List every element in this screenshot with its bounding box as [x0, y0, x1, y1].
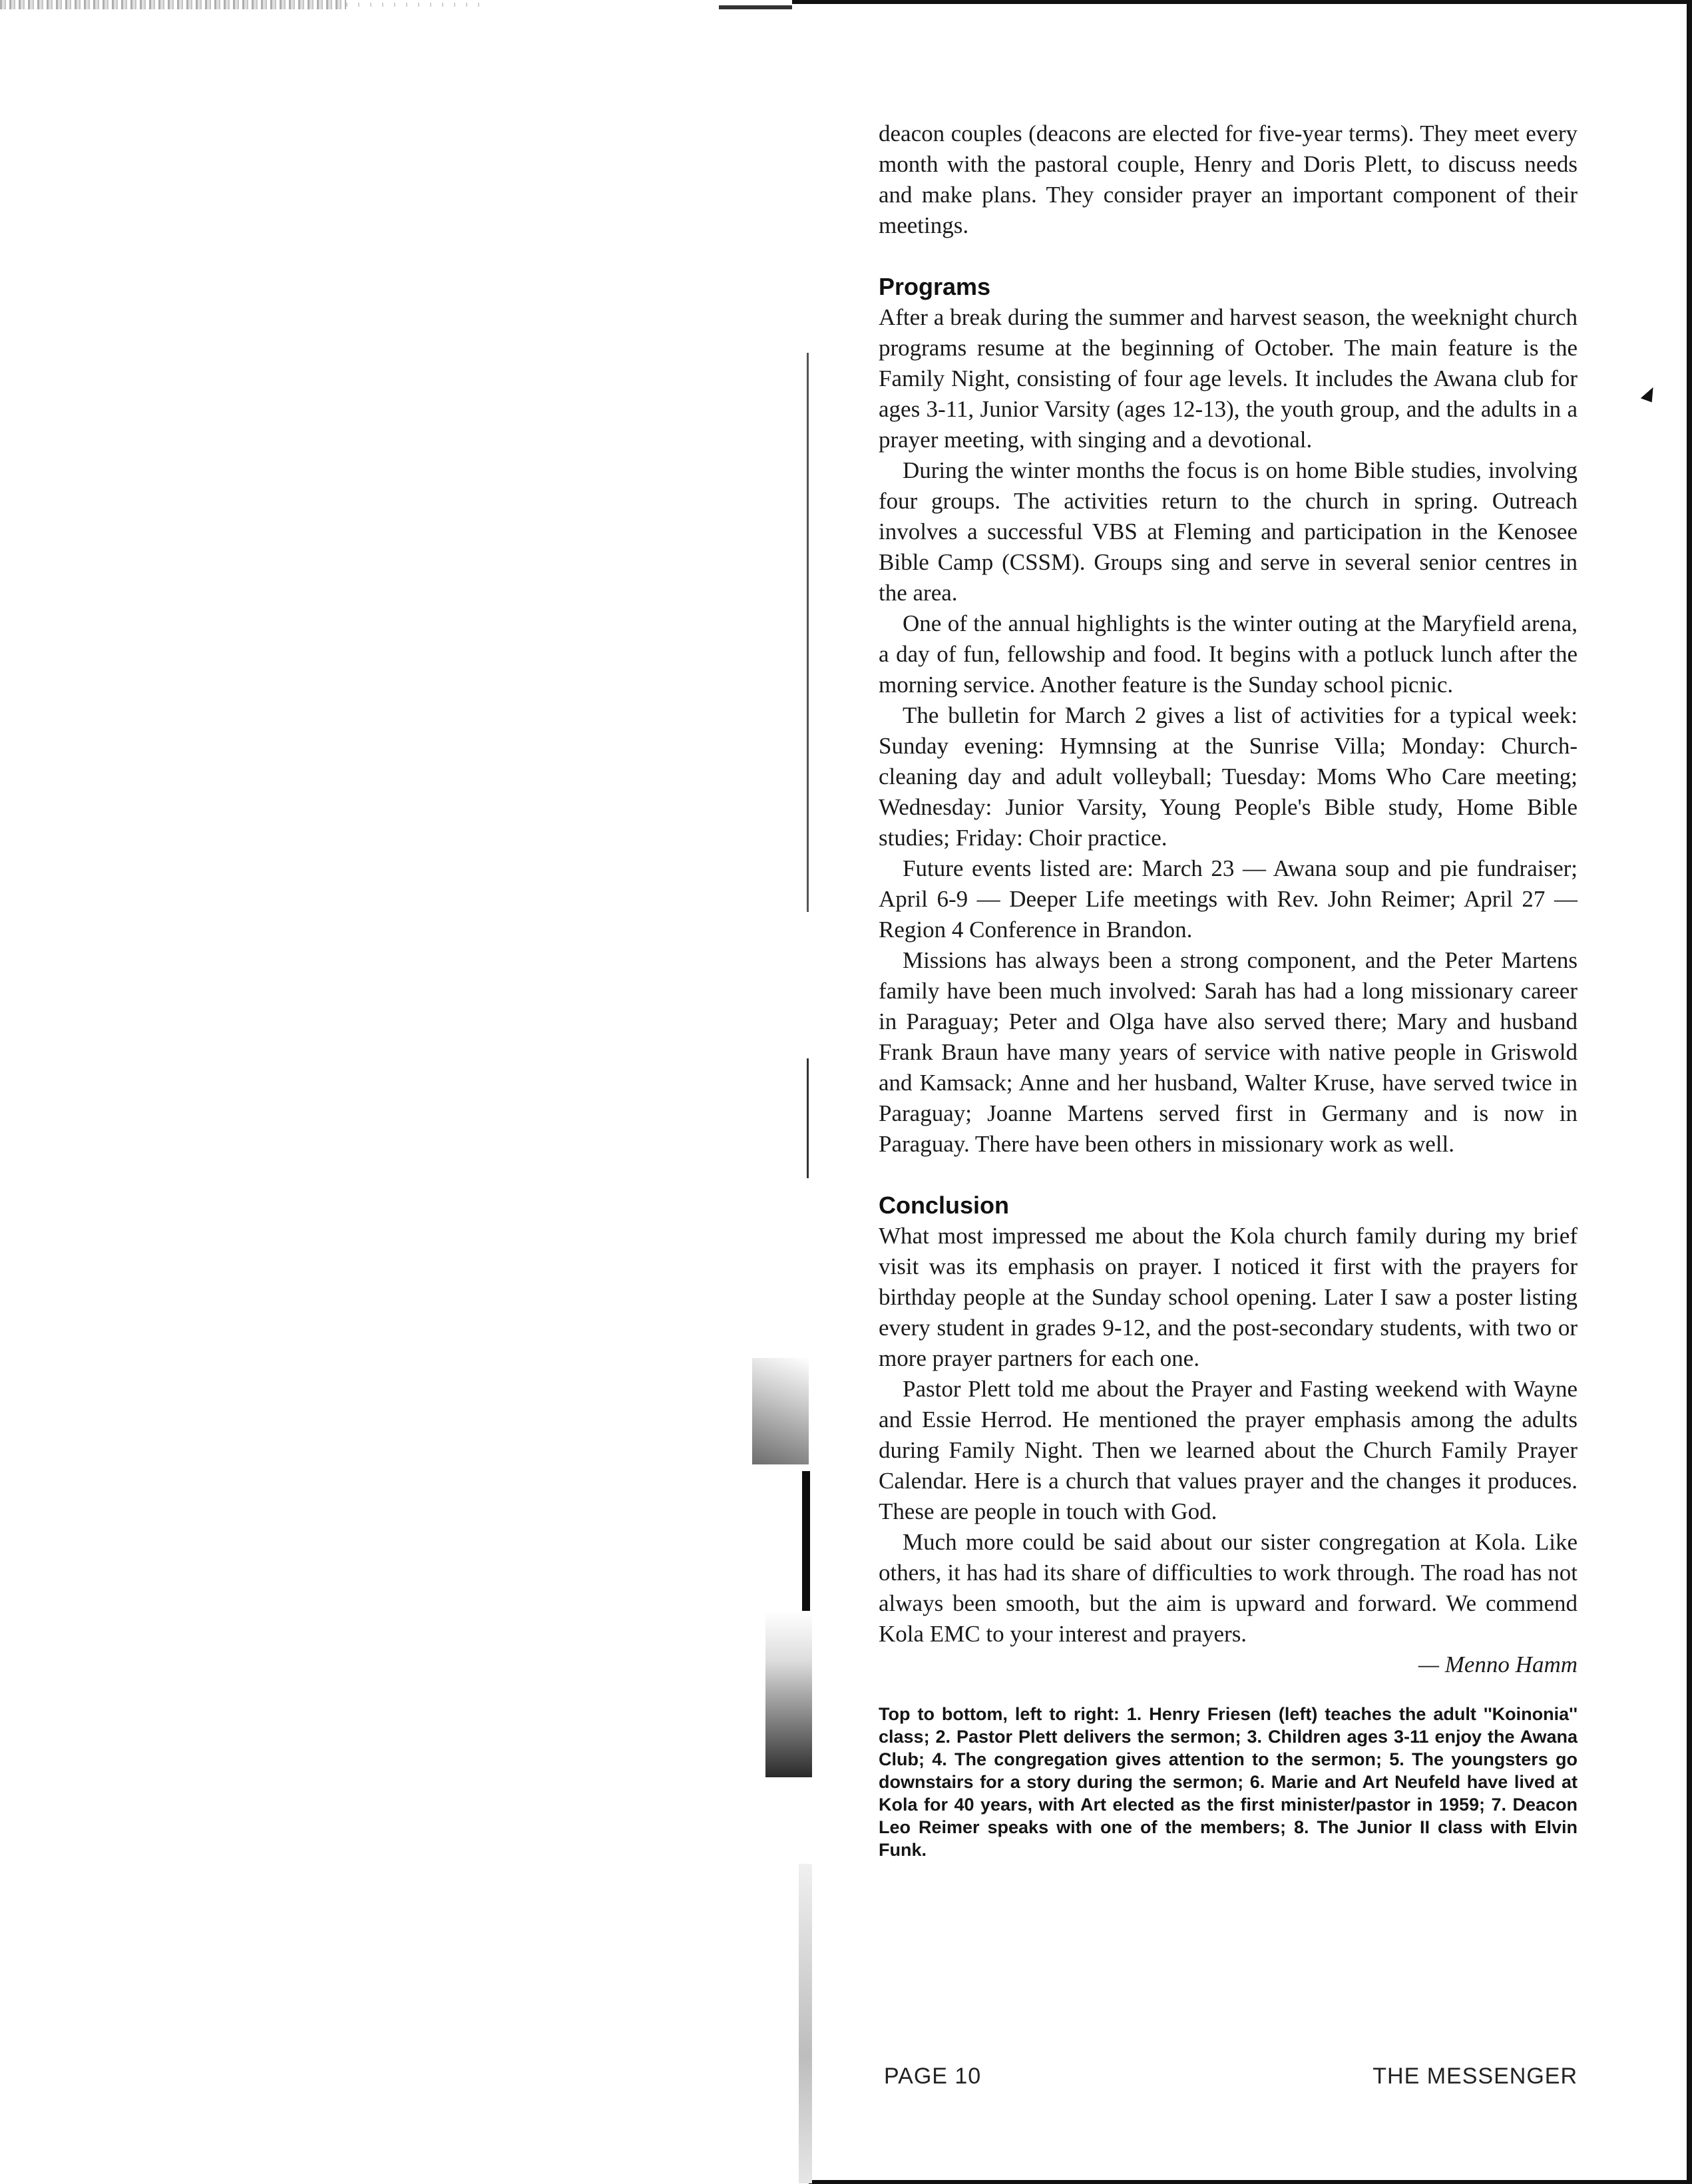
- publication-name: THE MESSENGER: [1373, 2064, 1578, 2089]
- photo-edge-fragment: [752, 1358, 809, 1464]
- page-edge-bottom: [809, 2180, 1692, 2184]
- body-paragraph: Future events listed are: March 23 — Awana soup and pie fundraiser; April 6-9 — Deeper Life meetings with Rev. John Reimer; April 27 — Region 4 Conference in Brandon.: [879, 855, 1578, 943]
- photo-edge-fragment: [799, 1864, 812, 2183]
- body-paragraph: Much more could be said about our sister congregation at Kola. Like others, it has had its share of difficulties to work through. The road has not always been smooth, but the aim is upward and forward. We commend Kola EMC to your interest and prayers.: [879, 1529, 1578, 1647]
- scan-artifact-top-faint: [346, 3, 479, 7]
- body-paragraph: Missions has always been a strong component, and the Peter Martens family have been much involved: Sarah has had a long missionary career in Paraguay; Peter and Olga have also served there; Mary and husband Frank Braun have many years of service with native people in Griswold and Kamsack; Anne and her husband, Walter Kruse, have served twice in Paraguay; Joanne Martens served first in Germany and is now in Paraguay. There have been others in missionary work as well.: [879, 947, 1578, 1157]
- body-paragraph: Pastor Plett told me about the Prayer and Fasting weekend with Wayne and Essie Herrod. He mentioned the prayer emphasis among the adults during Family Night. Then we learned about the Church Family Prayer Calendar. Here is a church that values prayer and the changes it produces. These are people in touch with God.: [879, 1376, 1578, 1524]
- photo-caption: Top to bottom, left to right: 1. Henry Friesen (left) teaches the adult ''Koinonia'' class; 2. Pastor Plett delivers the sermon; 3. Children ages 3-11 enjoy the Awana Club; 4. The congregation gives attention to the sermon; 5. The youngsters go downstairs for a story during the sermon; 6. Marie and Art Neufeld have lived at Kola for 40 years, with Art elected as the first minister/pastor in 1959; 7. Deacon Leo Reimer speaks with one of the members; 8. The Junior II class with Elvin Funk.: [879, 1704, 1578, 1860]
- page-edge-right: [1687, 0, 1692, 2184]
- page-edge-top: [792, 0, 1692, 4]
- section-heading-programs: Programs: [879, 273, 991, 300]
- page-fold-line: [807, 353, 809, 912]
- scan-mark: [719, 5, 792, 9]
- section-heading-conclusion: Conclusion: [879, 1192, 1009, 1219]
- intro-paragraph: deacon couples (deacons are elected for five-year terms). They meet every month with the pastoral couple, Henry and Doris Plett, to discuss needs and make plans. They consider prayer an important component of their meetings.: [879, 120, 1578, 238]
- body-paragraph: During the winter months the focus is on home Bible studies, involving four groups. The activities return to the church in spring. Outreach involves a successful VBS at Fleming and participation in the Kenosee Bible Camp (CSSM). Groups sing and serve in several senior centres in the area.: [879, 457, 1578, 606]
- body-paragraph: What most impressed me about the Kola church family during my brief visit was its emphasis on prayer. I noticed it first with the prayers for birthday people at the Sunday school opening. Later I saw a poster listing every student in grades 9-12, and the post-secondary students, with two or more prayer partners for each one.: [879, 1223, 1578, 1371]
- author-signature: — Menno Hamm: [1418, 1651, 1578, 1677]
- body-paragraph: One of the annual highlights is the winter outing at the Maryfield arena, a day of fun, fellowship and food. It begins with a potluck lunch after the morning service. Another feature is the Sunday school picnic.: [879, 610, 1578, 698]
- body-paragraph: After a break during the summer and harvest season, the weeknight church programs resume at the beginning of October. The main feature is the Family Night, consisting of four age levels. It includes the Awana club for ages 3-11, Junior Varsity (ages 12-13), the youth group, and the adults in a prayer meeting, with singing and a devotional.: [879, 304, 1578, 453]
- scan-artifact-top: [0, 0, 346, 9]
- photo-edge-fragment: [765, 1611, 812, 1777]
- page-fold-line-lower: [807, 1058, 809, 1178]
- article-column: [879, 118, 1578, 1861]
- page-footer: [884, 2064, 1578, 2089]
- margin-mark: [1641, 385, 1657, 403]
- page-number: PAGE 10: [884, 2064, 982, 2089]
- body-paragraph: The bulletin for March 2 gives a list of activities for a typical week: Sunday evening: Hymnsing at the Sunrise Villa; Monday: Church-cleaning day and adult volleyball; Tuesday: Moms Who Care meeting; Wednesday: Junior Varsity, Young People's Bible study, Home Bible studies; Friday: Choir practice.: [879, 702, 1578, 851]
